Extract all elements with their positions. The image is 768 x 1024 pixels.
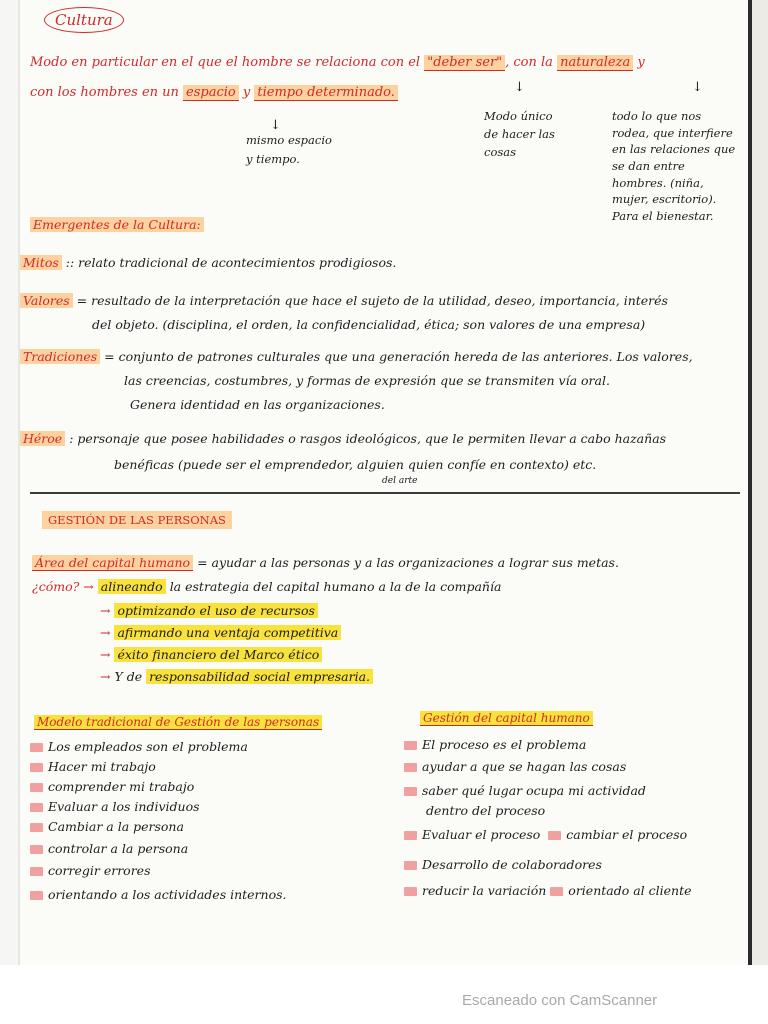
definition-line-1: Modo en particular en el que el hombre se relaciona con el "deber ser" , con la naturaleza y (30, 55, 645, 70)
list-item: comprender mi trabajo (30, 780, 194, 794)
como-line: ¿cómo? → alineando la estrategia del capital humano a la de la compañía (32, 579, 502, 594)
tradicional-heading: Modelo tradicional de Gestión de las personas (34, 716, 322, 730)
item-heroe-line-2: benéficas (puede ser el emprendedor, alguien quien confíe en contexto) etc. (114, 457, 597, 472)
note-deber-ser: Modo único de hacer las cosas (484, 109, 555, 159)
list-item: orientando a los actividades internos. (30, 888, 287, 902)
page-edge (748, 0, 768, 965)
item-heroe: Héroe : personaje que posee habilidades o rasgos ideológicos, que le permiten llevar a cabo hazañas (20, 432, 666, 446)
list-item: reducir la variación orientado al cliente (404, 884, 692, 898)
como-item-4: → éxito financiero del Marco ético (100, 648, 322, 662)
list-item: Desarrollo de colaboradores (404, 858, 602, 872)
arrow-down-icon: ↓ (514, 80, 525, 95)
deber-ser-term: "deber ser" (424, 55, 505, 71)
arrow-right-icon: → (100, 669, 111, 684)
arrow-right-icon: → (83, 579, 94, 594)
arrow-right-icon: → (100, 647, 111, 662)
list-item: Evaluar a los individuos (30, 800, 200, 814)
item-tradiciones: Tradiciones = conjunto de patrones culturales que una generación hereda de las anteriores. Los valores, (20, 350, 693, 364)
item-valores-line-2: del objeto. (disciplina, el orden, la confidencialidad, ética; son valores de una empresa) (92, 317, 646, 332)
arrow-down-icon: ↓ (270, 118, 281, 133)
como-item-2: → optimizando el uso de recursos (100, 604, 318, 618)
arrow-right-icon: → (100, 603, 111, 618)
definition-line-2: con los hombres en un espacio y tiempo determinado. (30, 86, 398, 101)
area-capital-humano: Área del capital humano = ayudar a las personas y a las organizaciones a lograr sus metas. (32, 556, 619, 570)
capital-heading: Gestión del capital humano (420, 712, 593, 726)
list-item: Hacer mi trabajo (30, 760, 156, 774)
item-mitos: Mitos :: relato tradicional de acontecimientos prodigiosos. (20, 256, 396, 270)
list-item: corregir errores (30, 864, 150, 878)
camscanner-watermark: Escaneado con CamScanner (462, 992, 658, 1009)
list-item-continuation: dentro del proceso (426, 803, 546, 818)
list-item: saber qué lugar ocupa mi actividad (404, 784, 646, 798)
list-item: controlar a la persona (30, 842, 188, 856)
espacio-term: espacio (183, 85, 239, 101)
arrow-down-icon: ↓ (692, 80, 703, 95)
item-tradiciones-line-2: las creencias, costumbres, y formas de expresión que se transmiten vía oral. (124, 373, 610, 388)
emergentes-heading: Emergentes de la Cultura: (30, 218, 204, 232)
note-espacio: mismo espacio y tiempo. (246, 133, 332, 167)
como-item-5: → Y de responsabilidad social empresaria. (100, 670, 373, 684)
page-title: Cultura (44, 12, 124, 29)
item-valores: Valores = resultado de la interpretación que hace el sujeto de la utilidad, deseo, importancia, interés (20, 294, 668, 308)
naturaleza-term: naturaleza (557, 55, 633, 71)
list-item: El proceso es el problema (404, 738, 586, 752)
tiempo-term: tiempo determinado. (254, 85, 398, 101)
section-divider (30, 492, 740, 494)
small-note: del arte (382, 476, 418, 486)
como-item-3: → afirmando una ventaja competitiva (100, 626, 341, 640)
list-item: Cambiar a la persona (30, 820, 184, 834)
note-naturaleza: todo lo que nos rodea, que interfiere en las relaciones que se dan entre hombres. (niña, mujer, escritorio). Para el bienestar. (612, 109, 736, 224)
arrow-right-icon: → (100, 625, 111, 640)
gestion-heading: GESTIÓN DE LAS PERSONAS (42, 514, 232, 527)
list-item: Los empleados son el problema (30, 740, 248, 754)
item-tradiciones-line-3: Genera identidad en las organizaciones. (130, 397, 385, 412)
list-item: ayudar a que se hagan las cosas (404, 760, 626, 774)
list-item: Evaluar el proceso cambiar el proceso (404, 828, 687, 842)
